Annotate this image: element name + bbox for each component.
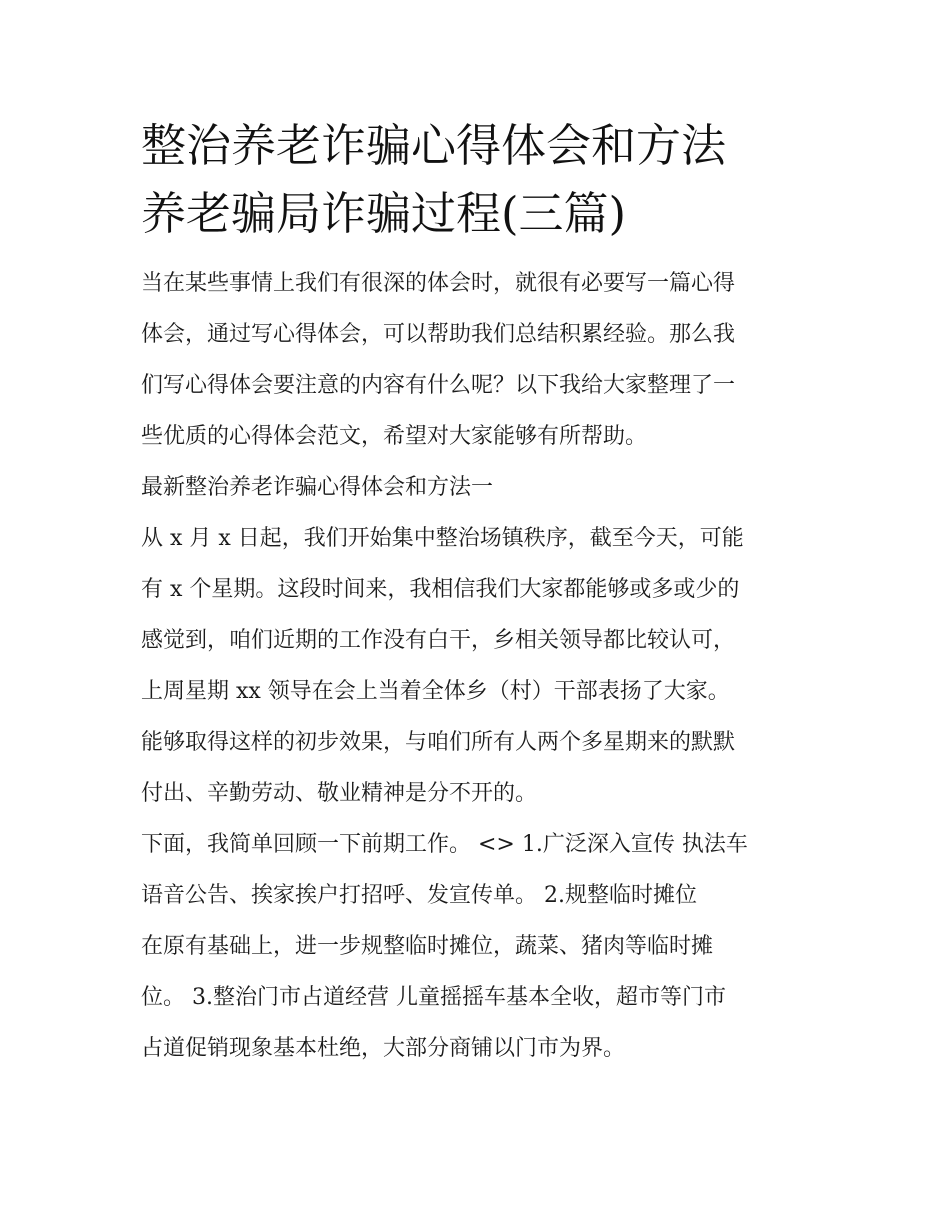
title-line: 养老骗局诈骗过程(三篇) <box>141 187 627 240</box>
text-line: 下面，我简单回顾一下前期工作。 <> 1.广泛深入宣传 执法车 <box>141 832 748 857</box>
document-content <box>141 112 821 1074</box>
document-title <box>141 112 821 248</box>
body-paragraph <box>141 513 821 819</box>
text-line: 语音公告、挨家挨户打招呼、发宣传单。 2.规整临时摊位 <box>141 883 697 908</box>
text-line: 位。 3.整治门市占道经营 儿童摇摇车基本全收，超市等门市 <box>141 985 726 1010</box>
text-line: 们写心得体会要注意的内容有什么呢？以下我给大家整理了一 <box>141 373 736 398</box>
text-line: 从 x 月 x 日起，我们开始集中整治场镇秩序，截至今天，可能 <box>141 526 744 551</box>
review-paragraph <box>141 819 821 1074</box>
text-line: 上周星期 xx 领导在会上当着全体乡（村）干部表扬了大家。 <box>141 679 730 704</box>
text-line: 最新整治养老诈骗心得体会和方法一 <box>141 475 494 500</box>
intro-paragraph <box>141 258 821 462</box>
text-line: 在原有基础上，进一步规整临时摊位，蔬菜、猪肉等临时摊 <box>141 934 714 959</box>
text-line: 能够取得这样的初步效果，与咱们所有人两个多星期来的默默 <box>141 730 736 755</box>
text-line: 付出、辛勤劳动、敬业精神是分不开的。 <box>141 781 538 806</box>
title-line: 整治养老诈骗心得体会和方法 <box>141 119 727 172</box>
section-heading <box>141 462 821 513</box>
text-line: 当在某些事情上我们有很深的体会时，就很有必要写一篇心得 <box>141 271 736 296</box>
text-line: 感觉到，咱们近期的工作没有白干，乡相关领导都比较认可， <box>141 628 736 653</box>
text-line: 占道促销现象基本杜绝，大部分商铺以门市为界。 <box>141 1036 626 1061</box>
text-line: 有 x 个星期。这段时间来，我相信我们大家都能够或多或少的 <box>141 577 740 602</box>
text-line: 体会，通过写心得体会，可以帮助我们总结积累经验。那么我 <box>141 322 736 347</box>
text-line: 些优质的心得体会范文，希望对大家能够有所帮助。 <box>141 424 648 449</box>
